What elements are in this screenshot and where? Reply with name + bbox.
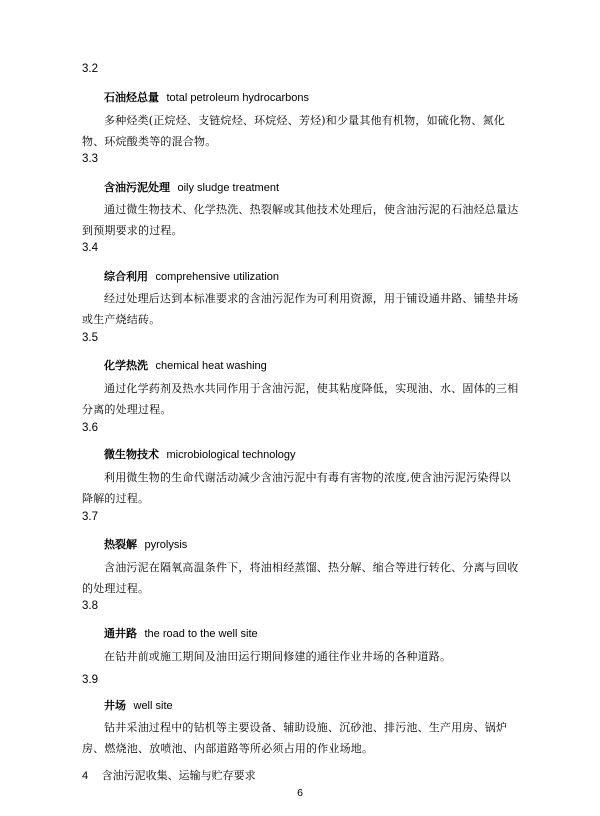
clause-number: 3.2: [82, 63, 98, 75]
term-definition: 经过处理后达到本标准要求的含油污泥作为可利用资源，用于铺设通井路、铺垫井场或生产烧结砖。: [82, 292, 519, 326]
term-zh: 井场: [104, 699, 126, 712]
term-heading: [104, 89, 309, 105]
term-en: well site: [133, 700, 173, 712]
term-en: microbiological technology: [166, 449, 296, 461]
term-definition: 在钻井前或施工期间及油田运行期间修建的通往作业井场的各种道路。: [104, 650, 452, 663]
section-heading: [82, 767, 256, 783]
term-heading: [104, 625, 258, 641]
term-zh: 综合利用: [104, 270, 148, 283]
section-title: 含油污泥收集、运输与贮存要求: [101, 769, 256, 782]
term-definition: 通过化学药剂及热水共同作用于含油污泥，使其粘度降低，实现油、水、固体的三相分离的处理过程。: [82, 382, 519, 416]
clause-number: 3.4: [82, 242, 98, 254]
term-zh: 热裂解: [104, 538, 137, 551]
term-en: chemical heat washing: [155, 360, 267, 372]
clause-number: 3.7: [82, 511, 98, 523]
term-heading: [104, 536, 187, 552]
term-zh: 微生物技术: [104, 448, 159, 461]
term-heading: [104, 179, 279, 195]
term-en: oily sludge treatment: [177, 182, 279, 194]
term-zh: 含油污泥处理: [104, 181, 170, 194]
term-zh: 通井路: [104, 627, 137, 640]
term-en: the road to the well site: [144, 628, 258, 640]
term-en: pyrolysis: [144, 539, 188, 551]
term-heading: [104, 357, 267, 373]
term-zh: 石油烃总量: [104, 91, 159, 104]
term-heading: [104, 268, 279, 284]
term-definition: 钻井采油过程中的钻机等主要设备、辅助设施、沉砂池、排污池、生产用房、锅炉房、燃烧池、放喷池、内部道路等所必须占用的作业场地。: [82, 721, 508, 755]
term-definition: 通过微生物技术、化学热洗、热裂解或其他技术处理后，使含油污泥的石油烃总量达到预期要求的过程。: [82, 203, 519, 237]
term-zh: 化学热洗: [104, 359, 148, 372]
clause-number: 3.3: [82, 153, 98, 165]
clause-number: 3.5: [82, 332, 98, 344]
clause-number: 3.6: [82, 422, 98, 434]
term-heading: [104, 697, 173, 713]
term-definition: 含油污泥在隔氧高温条件下，将油相经蒸馏、热分解、缩合等进行转化、分离与回收的处理过程。: [82, 561, 519, 595]
term-en: comprehensive utilization: [155, 271, 280, 283]
section-number: 4: [82, 770, 89, 782]
term-definition: 多种烃类(正烷烃、支链烷烃、环烷烃、芳烃)和少量其他有机物，如硫化物、氮化物、环烷酸类等的混合物。: [82, 114, 505, 148]
term-heading: [104, 446, 296, 462]
term-en: total petroleum hydrocarbons: [166, 92, 309, 104]
clause-number: 3.9: [82, 674, 98, 686]
term-definition: 利用微生物的生命代谢活动减少含油污泥中有毒有害物的浓度,使含油污泥污染得以降解的过程。: [82, 471, 511, 505]
clause-number: 3.8: [82, 600, 98, 612]
page-number: 6: [297, 787, 303, 799]
